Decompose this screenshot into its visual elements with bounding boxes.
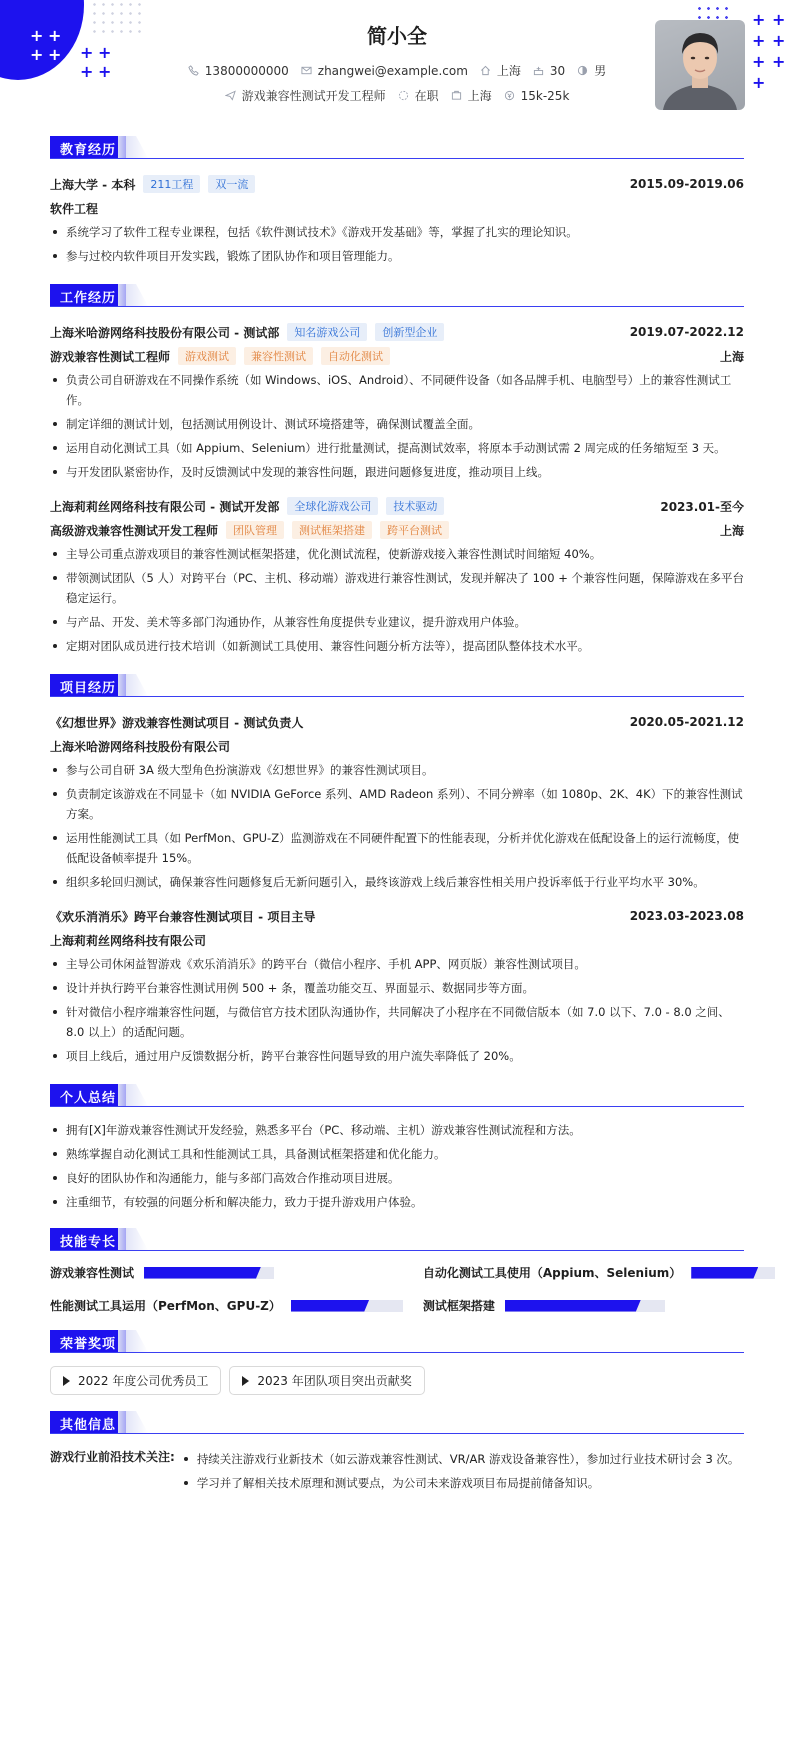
plus-decoration-icon: + (752, 10, 766, 29)
list-item: 负责公司自研游戏在不同操作系统（如 Windows、iOS、Android）、不同硬件设备（如各品牌手机、电脑型号）上的兼容性测试工作。 (50, 370, 744, 410)
section-header (50, 1222, 744, 1252)
list-item: 注重细节，有较强的问题分析和解决能力，致力于提升游戏用户体验。 (50, 1192, 744, 1212)
list-item: 主导公司休闲益智游戏《欢乐消消乐》的跨平台（微信小程序、手机 APP、网页版）兼容性测试项目。 (50, 954, 744, 974)
list-item: 与开发团队紧密协作，及时反馈测试中发现的兼容性问题，跟进问题修复进度，推动项目上线。 (50, 462, 744, 482)
project-entry (50, 904, 744, 1066)
company-left (50, 497, 444, 515)
list-item: 组织多轮回归测试，确保兼容性问题修复后无新问题引入，最终该游戏上线后兼容性相关用户投诉率低于行业平均水平 30%。 (50, 872, 744, 892)
hometown: 上海 (496, 64, 521, 78)
skill-bar (691, 1267, 775, 1279)
gender-item (577, 62, 606, 79)
plus-decoration-icon: + (80, 43, 94, 62)
project-bullets (50, 760, 744, 892)
school-tag: 211工程 (143, 175, 200, 193)
target-role-item (225, 87, 386, 104)
hometown-item (480, 62, 521, 79)
education-bullets (50, 222, 744, 266)
section-title-tail (118, 1084, 148, 1106)
skill-bar (291, 1300, 403, 1312)
plus-decoration-icon: + (752, 31, 766, 50)
work-bullets (50, 544, 744, 656)
work-entry (50, 320, 744, 482)
section-divider (50, 1106, 744, 1107)
skill-bar (505, 1300, 665, 1312)
skill-item (423, 1297, 775, 1314)
role-left (50, 521, 449, 539)
awards-section (50, 1324, 744, 1395)
phone-item (188, 62, 289, 79)
company-left (50, 323, 444, 341)
list-item: 设计并执行跨平台兼容性测试用例 500 + 条，覆盖功能交互、界面显示、数据同步等方面。 (50, 978, 744, 998)
award-label: 2023 年团队项目突出贡献奖 (257, 1374, 412, 1388)
plus-decoration-icon: + (30, 45, 44, 64)
list-item: 系统学习了软件工程专业课程，包括《软件测试技术》《游戏开发基础》等，掌握了扎实的理论知识。 (50, 222, 744, 242)
job-role: 游戏兼容性测试工程师 (50, 349, 171, 364)
gender-icon (577, 65, 588, 76)
school-name: 上海大学 - 本科 (50, 177, 136, 192)
work-entry (50, 494, 744, 656)
target-role: 游戏兼容性测试开发工程师 (241, 89, 386, 103)
list-item: 与产品、开发、美术等多部门沟通协作，从兼容性角度提供专业建议，提升游戏用户体验。 (50, 612, 744, 632)
status-icon (398, 90, 409, 101)
mail-icon (301, 65, 312, 76)
award-item (229, 1366, 424, 1395)
project-company: 上海莉莉丝网络科技有限公司 (50, 933, 207, 948)
phone-number: 13800000000 (204, 63, 289, 78)
section-header (50, 668, 744, 698)
project-row (50, 710, 744, 734)
list-item: 负责制定该游戏在不同显卡（如 NVIDIA GeForce 系列、AMD Radeon 系列）、不同分辨率（如 1080p、2K、4K）下的兼容性测试方案。 (50, 784, 744, 824)
other-info (50, 1447, 744, 1497)
section-title: 项目经历 (50, 674, 126, 696)
skill-name: 自动化测试工具使用（Appium、Selenium） (422, 1266, 682, 1280)
role-left (50, 347, 390, 365)
phone-icon (188, 65, 199, 76)
section-title: 其他信息 (50, 1411, 126, 1433)
work-bullets (50, 370, 744, 482)
section-title: 个人总结 (50, 1084, 126, 1106)
school-tag: 双一流 (208, 175, 255, 193)
section-header (50, 1078, 744, 1108)
role-row (50, 344, 744, 368)
education-date: 2015.09-2019.06 (629, 177, 744, 191)
age: 30 (549, 63, 566, 78)
age-item (533, 62, 565, 79)
section-title: 工作经历 (50, 284, 126, 306)
project-bullets (50, 954, 744, 1066)
section-divider (50, 158, 744, 159)
project-row (50, 904, 744, 928)
awards-list (50, 1366, 744, 1395)
section-title-tail (118, 1411, 148, 1433)
award-label: 2022 年度公司优秀员工 (78, 1374, 209, 1388)
gender: 男 (594, 64, 607, 78)
role-tag: 团队管理 (226, 521, 284, 539)
email-item (301, 62, 468, 79)
project-company: 上海米哈游网络科技股份有限公司 (50, 739, 231, 754)
other-bullets (181, 1449, 744, 1497)
skill-item (423, 1264, 775, 1281)
major: 软件工程 (50, 201, 99, 216)
work-city: 上海 (719, 349, 744, 364)
summary-bullets (50, 1120, 744, 1212)
list-item: 熟练掌握自动化测试工具和性能测试工具，具备测试框架搭建和优化能力。 (50, 1144, 744, 1164)
company-tag: 技术驱动 (386, 497, 444, 515)
salary-icon (504, 90, 515, 101)
section-header (50, 278, 744, 308)
job-role: 高级游戏兼容性测试开发工程师 (50, 523, 219, 538)
section-header (50, 1324, 744, 1354)
status-item (398, 87, 439, 104)
expected-salary: 15k-25k (520, 88, 570, 103)
skill-fill (691, 1267, 758, 1279)
section-title: 技能专长 (50, 1228, 126, 1250)
skill-item (50, 1264, 403, 1281)
triangle-right-icon (63, 1376, 70, 1386)
section-title-tail (118, 284, 148, 306)
triangle-right-icon (242, 1376, 249, 1386)
company-name: 上海莉莉丝网络科技有限公司 - 测试开发部 (50, 499, 280, 514)
section-divider (50, 306, 744, 307)
education-entry (50, 172, 744, 266)
role-tag: 自动化测试 (321, 347, 390, 365)
list-item: 持续关注游戏行业新技术（如云游戏兼容性测试、VR/AR 游戏设备兼容性），参加过行业技术研讨会 3 次。 (181, 1449, 744, 1469)
list-item: 主导公司重点游戏项目的兼容性测试框架搭建，优化测试流程，使新游戏接入兼容性测试时间缩短 40%。 (50, 544, 744, 564)
skill-fill (144, 1267, 261, 1279)
list-item: 参与公司自研 3A 级大型角色扮演游戏《幻想世界》的兼容性测试项目。 (50, 760, 744, 780)
award-item (50, 1366, 221, 1395)
education-left (50, 175, 255, 193)
project-date: 2020.05-2021.12 (629, 715, 744, 729)
section-title-tail (118, 1330, 148, 1352)
role-tag: 测试框架搭建 (292, 521, 372, 539)
target-city-item (451, 87, 492, 104)
work-date: 2019.07-2022.12 (629, 325, 744, 339)
projects-section (50, 668, 744, 1066)
section-title-tail (118, 136, 148, 158)
list-item: 学习并了解相关技术原理和测试要点，为公司未来游戏项目布局提前储备知识。 (181, 1473, 744, 1493)
skill-fill (291, 1300, 369, 1312)
plus-decoration-icon: + (80, 62, 94, 81)
section-divider (50, 1352, 744, 1353)
company-tag: 全球化游戏公司 (287, 497, 378, 515)
education-row (50, 172, 744, 196)
other-section (50, 1405, 744, 1497)
list-item: 运用性能测试工具（如 PerfMon、GPU-Z）监测游戏在不同硬件配置下的性能表现，分析并优化游戏在低配设备上的运行流畅度，使低配设备帧率提升 15%。 (50, 828, 744, 868)
email-address: zhangwei@example.com (317, 63, 468, 78)
plus-decoration-icon: + (772, 10, 786, 29)
role-tag: 兼容性测试 (244, 347, 313, 365)
plus-decoration-icon: + (98, 43, 112, 62)
list-item: 定期对团队成员进行技术培训（如新测试工具使用、兼容性问题分析方法等），提高团队整体技术水平。 (50, 636, 744, 656)
location-icon (451, 90, 462, 101)
plus-decoration-icon: + (98, 62, 112, 81)
section-title-tail (118, 1228, 148, 1250)
section-title-tail (118, 674, 148, 696)
resume-content (50, 130, 744, 1507)
project-date: 2023.03-2023.08 (629, 909, 744, 923)
other-info-label: 游戏行业前沿技术关注: (50, 1450, 175, 1464)
work-date: 2023.01-至今 (660, 499, 744, 514)
plus-decoration-icon: + (752, 73, 766, 92)
list-item: 制定详细的测试计划，包括测试用例设计、测试环境搭建等，确保测试覆盖全面。 (50, 414, 744, 434)
work-section (50, 278, 744, 656)
skills-grid (50, 1264, 744, 1314)
section-header (50, 1405, 744, 1435)
company-row (50, 494, 744, 518)
company-name: 上海米哈游网络科技股份有限公司 - 测试部 (50, 325, 280, 340)
resume-header (0, 0, 794, 120)
plus-decoration-icon: + (772, 31, 786, 50)
summary-section (50, 1078, 744, 1212)
plus-decoration-icon: + (48, 26, 62, 45)
list-item: 拥有[X]年游戏兼容性测试开发经验，熟悉多平台（PC、移动端、主机）游戏兼容性测试流程和方法。 (50, 1120, 744, 1140)
project-entry (50, 710, 744, 892)
project-name: 《幻想世界》游戏兼容性测试项目 - 测试负责人 (50, 715, 304, 730)
plus-decoration-icon: + (772, 52, 786, 71)
candidate-name: 简小全 (367, 24, 427, 48)
skill-bar (144, 1267, 274, 1279)
plus-decoration-icon: + (48, 45, 62, 64)
section-header (50, 130, 744, 160)
section-title: 荣誉奖项 (50, 1330, 126, 1352)
company-tag: 创新型企业 (375, 323, 444, 341)
send-icon (225, 90, 236, 101)
list-item: 针对微信小程序端兼容性问题，与微信官方技术团队沟通协作，共同解决了小程序在不同微信版本（如 7.0 以下、7.0 - 8.0 之间、8.0 以上）的适配问题。 (50, 1002, 744, 1042)
skill-name: 性能测试工具运用（PerfMon、GPU-Z） (50, 1299, 281, 1313)
section-divider (50, 1250, 744, 1251)
company-row (50, 320, 744, 344)
skills-section (50, 1222, 744, 1314)
section-divider (50, 696, 744, 697)
role-row (50, 518, 744, 542)
section-title: 教育经历 (50, 136, 126, 158)
role-tag: 游戏测试 (178, 347, 236, 365)
project-name: 《欢乐消消乐》跨平台兼容性测试项目 - 项目主导 (50, 909, 316, 924)
role-tag: 跨平台测试 (380, 521, 449, 539)
home-icon (480, 65, 491, 76)
salary-item (504, 87, 570, 104)
education-section (50, 130, 744, 266)
list-item: 良好的团队协作和沟通能力，能与多部门高效合作推动项目进展。 (50, 1168, 744, 1188)
list-item: 参与过校内软件项目开发实践，锻炼了团队协作和项目管理能力。 (50, 246, 744, 266)
plus-decoration-icon: + (30, 26, 44, 45)
section-divider (50, 1433, 744, 1434)
employment-status: 在职 (414, 89, 439, 103)
list-item: 运用自动化测试工具（如 Appium、Selenium）进行批量测试，提高测试效率，将原本手动测试需 2 周完成的任务缩短至 3 天。 (50, 438, 744, 458)
skill-name: 测试框架搭建 (422, 1299, 495, 1313)
list-item: 带领测试团队（5 人）对跨平台（PC、主机、移动端）游戏进行兼容性测试，发现并解决了 100 + 个兼容性问题，保障游戏在多平台稳定运行。 (50, 568, 744, 608)
target-city: 上海 (467, 89, 492, 103)
work-city: 上海 (719, 523, 744, 538)
list-item: 项目上线后，通过用户反馈数据分析，跨平台兼容性问题导致的用户流失率降低了 20%。 (50, 1046, 744, 1066)
portrait-photo (655, 20, 745, 110)
company-tag: 知名游戏公司 (287, 323, 367, 341)
plus-decoration-icon: + (752, 52, 766, 71)
skill-name: 游戏兼容性测试 (50, 1266, 135, 1280)
skill-fill (505, 1300, 641, 1312)
skill-item (50, 1297, 403, 1314)
age-icon (533, 65, 544, 76)
